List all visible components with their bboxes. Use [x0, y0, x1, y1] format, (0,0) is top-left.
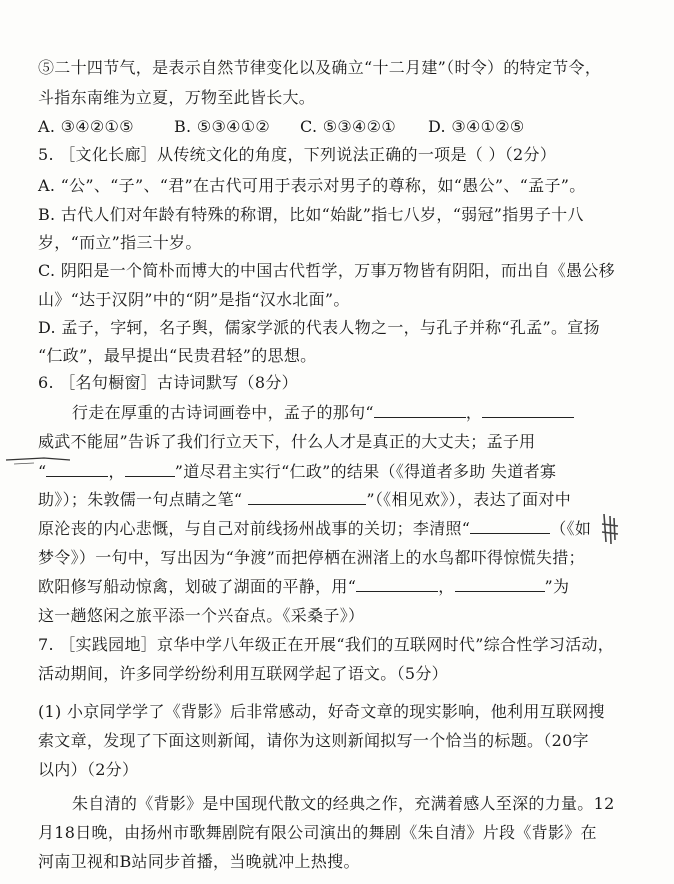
q4-option-a: A. ③④②①⑤	[38, 117, 134, 136]
q6-line-4	[38, 490, 571, 510]
q6-line-7-sep: ，	[438, 577, 455, 596]
q6-line-3	[38, 462, 556, 482]
q6-line-1-text: 行走在厚重的古诗词画卷中，孟子的那句“	[72, 403, 374, 422]
q5-option-d-line-2: “仁政”，最早提出“民贵君轻”的思想。	[38, 346, 317, 365]
q7-sub1-line-1: (1) 小京同学学了《背影》后非常感动，好奇文章的现实影响，他利用互联网搜	[38, 702, 605, 721]
q6-line-7	[38, 577, 569, 597]
q7-sub1-line-2: 索文章，发现了下面这则新闻，请你为这则新闻拟写一个恰当的标题。（20字	[38, 731, 589, 750]
q4-option-c: C. ⑤③④②①	[300, 117, 396, 136]
q5-option-d-line-1: D. 孟子，字轲，名子舆，儒家学派的代表人物之一，与孔子并称“孔孟”。宣扬	[38, 318, 600, 337]
news-paragraph-line-1: 朱自清的《背影》是中国现代散文的经典之作，充满着感人至深的力量。12	[72, 794, 615, 813]
q6-line-1-sep: ，	[465, 403, 483, 422]
answer-blank[interactable]	[482, 403, 574, 418]
q6-line-6: 梦令》）一句中，写出因为“争渡”而把停栖在洲渚上的水鸟都吓得惊慌失措；	[38, 548, 585, 567]
q5-option-b-line-2: 岁，“而立”指三十岁。	[38, 233, 202, 252]
pencil-scribble	[4, 450, 74, 470]
q6-line-8: 这一趟悠闲之旅平添一个兴奋点。《采桑子》）	[38, 606, 365, 625]
q7-stem-line-1: 7. ［实践园地］京华中学八年级正在开展“我们的互联网时代”综合性学习活动，	[38, 635, 615, 654]
q6-line-1	[72, 403, 574, 423]
q6-line-3-sep: ，	[108, 462, 125, 481]
q6-line-4-a: 助》）；朱敦儒一句点睛之笔“	[38, 490, 243, 509]
q6-stem: 6. ［名句橱窗］古诗词默写（8分）	[38, 373, 298, 392]
q6-line-7-b: ”为	[544, 577, 570, 596]
q4-option-d: D. ③④①②⑤	[428, 117, 525, 136]
answer-blank[interactable]	[470, 519, 550, 534]
q6-line-5-b: （《如	[550, 519, 592, 538]
q5-option-a: A. “公”、“子”、“君”在古代可用于表示对男子的尊称，如“愚公”、“孟子”。	[38, 176, 586, 195]
answer-blank[interactable]	[125, 462, 175, 477]
q5-option-c-line-1: C. 阴阳是一个简朴而博大的中国古代哲学，万事万物皆有阴阳，而出自《愚公移	[38, 261, 615, 280]
q5-stem: 5. ［文化长廊］从传统文化的角度，下列说法正确的一项是（ ）（2分）	[38, 145, 557, 164]
q7-sub1-line-3: 以内）（2分）	[38, 760, 139, 779]
q7-stem-line-2: 活动期间，许多同学纷纷利用互联网学起了语文。（5分）	[38, 664, 448, 683]
news-paragraph-line-2: 月18日晚，由扬州市歌舞剧院有限公司演出的舞剧《朱自清》片段《背影》在	[38, 823, 597, 842]
q6-line-3-open: “	[38, 462, 47, 481]
q4-option-b: B. ⑤③④①②	[174, 117, 271, 136]
item5-option-line-2: 斗指东南维为立夏，万物至此皆长大。	[38, 88, 316, 107]
q6-line-5-a: 原沦丧的内心悲慨，与自己对前线扬州战事的关切；李清照“	[38, 519, 471, 538]
news-paragraph-line-3: 河南卫视和B站同步首播，当晚就冲上热搜。	[38, 852, 360, 871]
answer-blank[interactable]	[455, 577, 545, 592]
q6-line-2: 威武不能屈”告诉了我们行立天下，什么人才是真正的大丈夫；孟子用	[38, 432, 536, 451]
answer-blank[interactable]	[248, 490, 366, 505]
answer-blank[interactable]	[374, 403, 466, 418]
q5-option-b-line-1: B. 古代人们对年龄有特殊的称谓，比如“始龀”指七八岁，“弱冠”指男子十八	[38, 205, 584, 224]
q6-line-3-rest: ”道尽君主实行“仁政”的结果（《得道者多助 失道者寡	[174, 462, 557, 481]
ink-smudge	[598, 512, 620, 546]
q6-line-5	[38, 519, 591, 539]
q5-option-c-line-2: 山》“达于汉阴”中的“阴”是指“汉水北面”。	[38, 290, 350, 309]
item5-option-line-1: ⑤二十四节气，是表示自然节律变化以及确立“十二月建”（时令）的特定节令，	[38, 58, 602, 77]
answer-blank[interactable]	[356, 577, 438, 592]
q6-line-4-b: ”（《相见欢》），表达了面对中	[366, 490, 572, 509]
q6-line-7-a: 欧阳修写船动惊禽，划破了湖面的平静，用“	[38, 577, 357, 596]
